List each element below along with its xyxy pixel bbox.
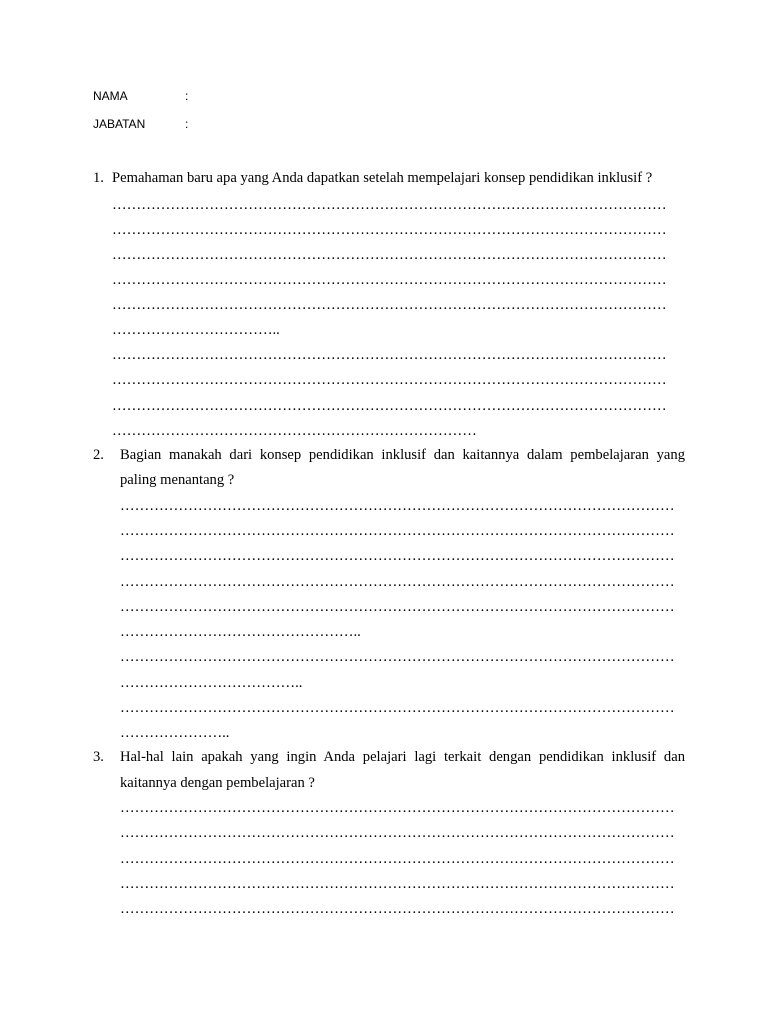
answer-line: …………………………………………………………………………………………………… <box>120 574 675 590</box>
answer-line: …………………………………………………………………………………………………… <box>120 700 675 716</box>
answer-line: …………………………………………………………………………………………………… <box>120 498 675 514</box>
position-colon: : <box>185 117 189 131</box>
answer-line: …………………………………………………………………………………………………… <box>120 599 675 615</box>
answer-line: ………………………………………………………………… <box>112 423 477 439</box>
question-text: paling menantang ? <box>120 472 235 488</box>
question-text: Hal-hal lain apakah yang ingin Anda pelajari lagi terkait dengan pendidikan inklusif dan <box>120 749 685 765</box>
answer-line: …………………………………………………………………………………………………… <box>112 197 667 213</box>
answer-line: …………………………………………………………………………………………………… <box>120 548 675 564</box>
question-text: Bagian manakah dari konsep pendidikan inklusif dan kaitannya dalam pembelajaran yang <box>120 447 685 463</box>
answer-line: …………………………………………………………………………………………………… <box>112 247 667 263</box>
question-number: 2. <box>93 447 104 463</box>
answer-line: …………………………………………………………………………………………………… <box>120 851 675 867</box>
answer-line: …………………………………………………………………………………………………… <box>112 372 667 388</box>
answer-line: …………………………………………………………………………………………………… <box>112 222 667 238</box>
name-colon: : <box>185 89 189 103</box>
answer-line: …………………………………………………………………………………………………… <box>120 901 675 917</box>
answer-line: …………………………….. <box>112 322 280 338</box>
answer-line: …………………………………………………………………………………………………… <box>120 800 675 816</box>
name-field <box>93 89 188 103</box>
answer-line: …………………………………………………………………………………………………… <box>112 272 667 288</box>
answer-line: …………………………………………………………………………………………………… <box>120 523 675 539</box>
answer-line: ……………………………….. <box>120 675 303 691</box>
answer-line: …………………………………………………………………………………………………… <box>120 876 675 892</box>
answer-line: …………………………………………………………………………………………………… <box>120 825 675 841</box>
position-label: JABATAN <box>93 117 146 131</box>
answer-line: ………………………………………….. <box>120 624 361 640</box>
name-label: NAMA <box>93 89 128 103</box>
question-text: Pemahaman baru apa yang Anda dapatkan setelah mempelajari konsep pendidikan inklusif ? <box>112 170 653 186</box>
answer-line: ………………….. <box>120 725 230 741</box>
answer-line: …………………………………………………………………………………………………… <box>112 398 667 414</box>
answer-line: …………………………………………………………………………………………………… <box>112 297 667 313</box>
question-number: 1. <box>93 170 104 186</box>
position-field <box>93 117 188 131</box>
question-number: 3. <box>93 749 104 765</box>
question-text: kaitannya dengan pembelajaran ? <box>120 775 315 791</box>
answer-line: …………………………………………………………………………………………………… <box>112 347 667 363</box>
answer-line: …………………………………………………………………………………………………… <box>120 649 675 665</box>
